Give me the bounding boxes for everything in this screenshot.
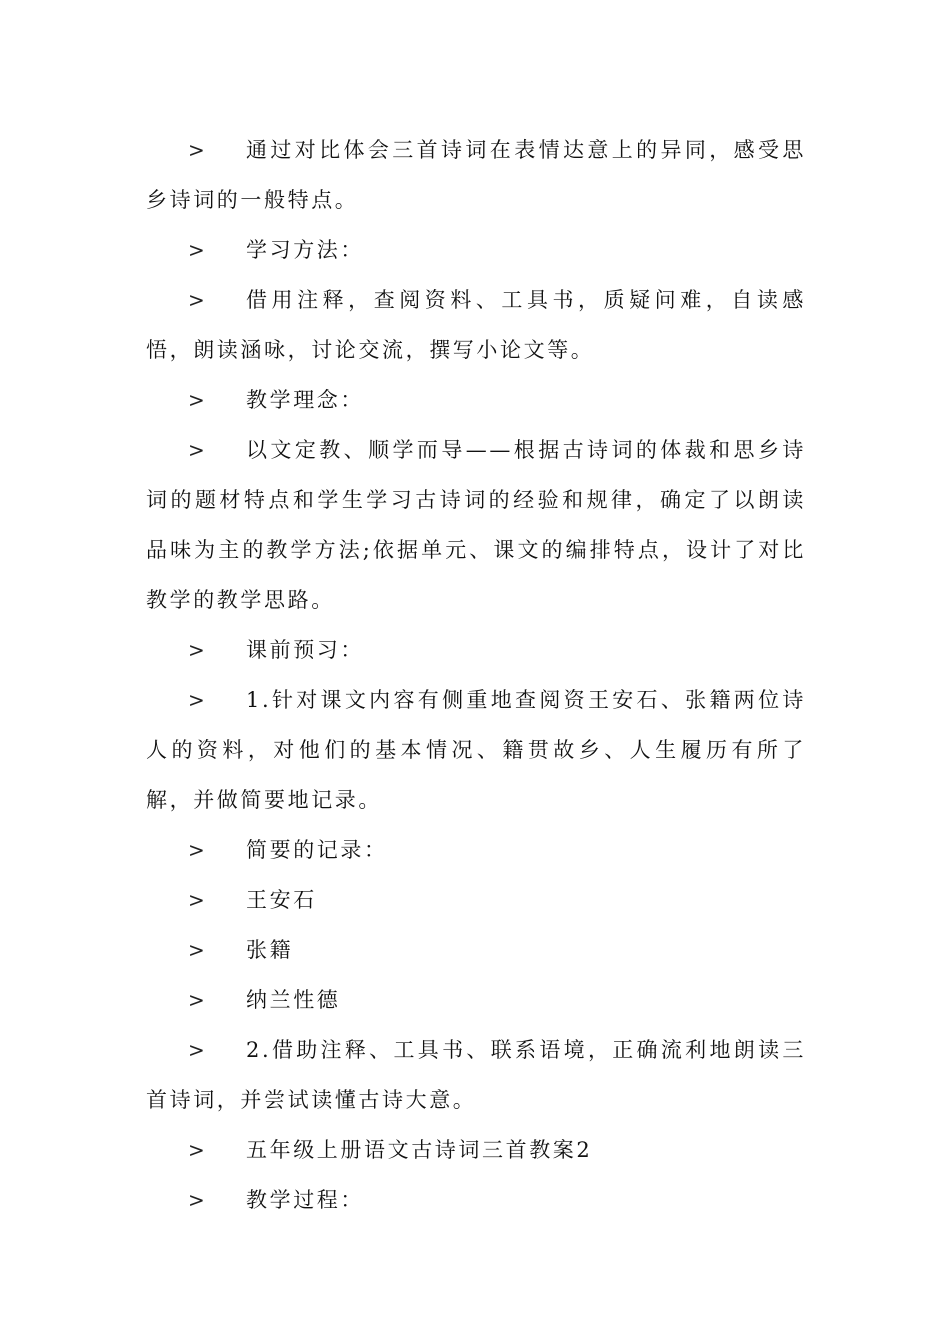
chevron-right-icon: > (188, 388, 205, 412)
chevron-right-icon: > (188, 138, 205, 162)
chevron-right-icon: > (188, 238, 205, 262)
chevron-right-icon: > (188, 938, 205, 962)
document-body (146, 125, 806, 1225)
paragraph (146, 125, 806, 225)
paragraph-text: 1.针对课文内容有侧重地查阅资王安石、张籍两位诗人的资料，对他们的基本情况、籍贯故乡、人生履历有所了解，并做简要地记录。 (146, 688, 806, 812)
chevron-right-icon: > (188, 638, 205, 662)
paragraph-text: 借用注释，查阅资料、工具书，质疑问难，自读感悟，朗读涵咏，讨论交流，撰写小论文等。 (146, 288, 806, 362)
paragraph-text: 2.借助注释、工具书、联系语境，正确流利地朗读三首诗词，并尝试读懂古诗大意。 (146, 1038, 806, 1112)
paragraph (146, 625, 806, 675)
paragraph-text: 教学理念： (246, 388, 364, 412)
paragraph (146, 975, 806, 1025)
chevron-right-icon: > (188, 1188, 205, 1212)
paragraph-text: 学习方法： (246, 238, 364, 262)
paragraph (146, 375, 806, 425)
paragraph (146, 875, 806, 925)
paragraph (146, 425, 806, 625)
paragraph (146, 825, 806, 875)
paragraph-text: 通过对比体会三首诗词在表情达意上的异同，感受思乡诗词的一般特点。 (146, 138, 806, 212)
paragraph-text: 以文定教、顺学而导——根据古诗词的体裁和思乡诗词的题材特点和学生学习古诗词的经验和规律，确定了以朗读品味为主的教学方法;依据单元、课文的编排特点，设计了对比教学的教学思路。 (146, 438, 806, 612)
paragraph-text: 五年级上册语文古诗词三首教案2 (246, 1138, 593, 1162)
paragraph (146, 1025, 806, 1125)
paragraph-text: 张籍 (246, 938, 294, 962)
paragraph-text: 课前预习： (246, 638, 364, 662)
chevron-right-icon: > (188, 438, 205, 462)
chevron-right-icon: > (188, 688, 205, 712)
paragraph-text: 王安石 (246, 888, 317, 912)
chevron-right-icon: > (188, 988, 205, 1012)
paragraph (146, 275, 806, 375)
paragraph-text: 纳兰性德 (246, 988, 341, 1012)
paragraph (146, 1125, 806, 1175)
chevron-right-icon: > (188, 288, 205, 312)
paragraph-text: 教学过程： (246, 1188, 364, 1212)
paragraph (146, 925, 806, 975)
chevron-right-icon: > (188, 1038, 205, 1062)
chevron-right-icon: > (188, 838, 205, 862)
paragraph (146, 1175, 806, 1225)
chevron-right-icon: > (188, 1138, 205, 1162)
paragraph-text: 简要的记录： (246, 838, 388, 862)
paragraph (146, 225, 806, 275)
paragraph (146, 675, 806, 825)
chevron-right-icon: > (188, 888, 205, 912)
